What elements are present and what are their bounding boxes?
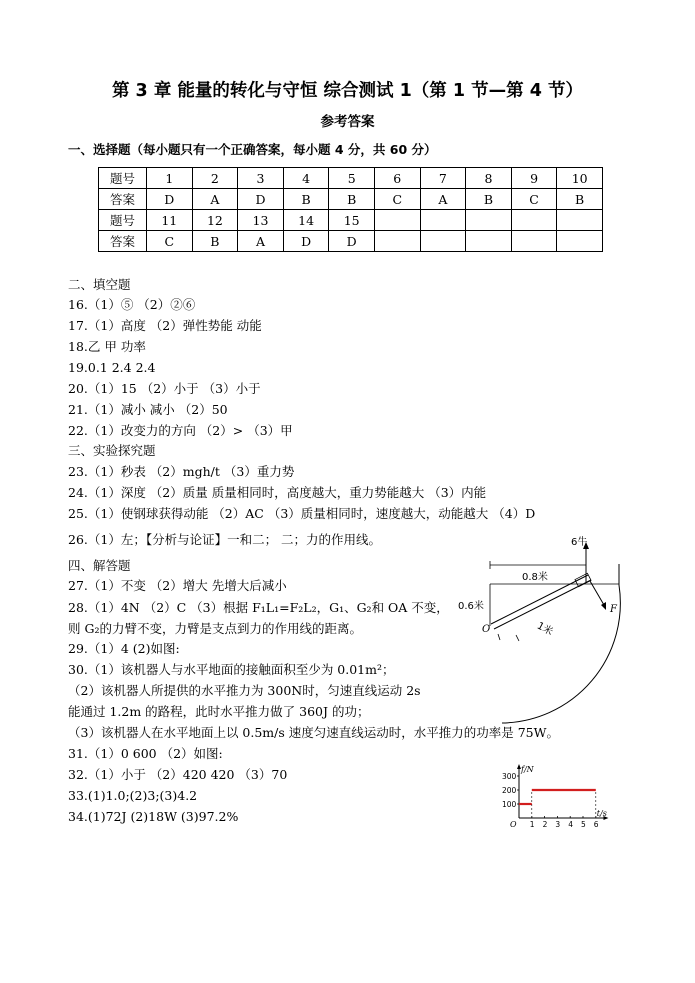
answer-line: 22.（1）改变力的方向 （2）> （3）甲	[68, 423, 293, 438]
section-heading-experiment: 三、实验探究题	[68, 443, 156, 458]
force-f-label: F	[610, 604, 617, 615]
answer-line: 21.（1）减小 减小 （2）50	[68, 402, 228, 417]
table-cell: 9	[511, 168, 557, 189]
answer-line: 33.(1)1.0;(2)3;(3)4.2	[68, 788, 198, 803]
table-cell: 4	[283, 168, 329, 189]
answer-line: 28.（1）4N （2）C （3）根据 F₁L₁=F₂L₂，G₁、G₂和 OA 不变，	[68, 600, 449, 615]
lever-diagram	[458, 533, 624, 733]
table-cell: C	[511, 189, 557, 210]
table-cell: 8	[466, 168, 512, 189]
table-cell: 题号	[99, 210, 147, 231]
table-cell: 5	[329, 168, 375, 189]
answer-table	[98, 167, 603, 252]
table-cell: 6	[374, 168, 420, 189]
table-row	[99, 210, 603, 231]
table-cell: 题号	[99, 168, 147, 189]
x-axis-label: t/s	[596, 809, 607, 818]
x-tick-label: 2	[542, 820, 548, 829]
table-cell: D	[329, 231, 375, 252]
table-cell	[557, 210, 603, 231]
table-cell	[511, 231, 557, 252]
friction-time-chart	[470, 762, 610, 832]
table-cell: 10	[557, 168, 603, 189]
answer-line: 31.（1）0 600 （2）如图:	[68, 746, 223, 761]
table-cell: 3	[238, 168, 284, 189]
answer-line: （2）该机器人所提供的水平推力为 300N时，匀速直线运动 2s	[68, 683, 421, 698]
answer-line: 27.（1）不变 （2）增大 先增大后减小	[68, 578, 287, 593]
vertical-length-label: 0.6米	[458, 601, 484, 612]
page-subtitle: 参考答案	[320, 114, 375, 130]
x-tick-label: 5	[581, 820, 586, 829]
answer-line: 20.（1）15 （2）小于 （3）小于	[68, 381, 261, 396]
answer-line: 25.（1）使钢球获得动能 （2）AC （3）质量相同时，速度越大，动能越大 （4）D	[68, 506, 536, 521]
section-heading-solution: 四、解答题	[68, 558, 131, 573]
table-cell: A	[420, 189, 466, 210]
x-tick-label: 4	[568, 820, 573, 829]
table-cell	[466, 210, 512, 231]
table-cell: D	[147, 189, 193, 210]
table-cell	[511, 210, 557, 231]
force-6n-label: 6牛	[571, 537, 588, 548]
answer-line: 17.（1）高度 （2）弹性势能 动能	[68, 318, 262, 333]
answer-line: 34.(1)72J (2)18W (3)97.2%	[68, 809, 239, 824]
table-cell: B	[557, 189, 603, 210]
table-cell: C	[374, 189, 420, 210]
table-cell: C	[147, 231, 193, 252]
answer-line: 24.（1）深度 （2）质量 质量相同时，高度越大，重力势能越大 （3）内能	[68, 485, 487, 500]
answer-line: 30.（1）该机器人与水平地面的接触面积至少为 0.01m²；	[68, 662, 395, 677]
table-cell: 13	[238, 210, 284, 231]
arc-path	[502, 564, 620, 723]
table-cell: 12	[192, 210, 238, 231]
y-tick-label: 200	[502, 786, 517, 795]
table-cell: A	[192, 189, 238, 210]
table-cell: B	[283, 189, 329, 210]
table-cell: B	[192, 231, 238, 252]
answer-line: 23.（1）秒表 （2）mgh/t （3）重力势	[68, 464, 295, 479]
table-cell: 7	[420, 168, 466, 189]
table-cell: 15	[329, 210, 375, 231]
page-title: 第 3 章 能量的转化与守恒 综合测试 1（第 1 节—第 4 节）	[111, 81, 584, 101]
y-tick-label: 100	[502, 800, 517, 809]
table-cell	[374, 210, 420, 231]
table-cell	[420, 210, 466, 231]
pivot-label: O	[482, 624, 491, 635]
horizontal-length-label: 0.8米	[522, 572, 548, 583]
table-row	[99, 231, 603, 252]
section-heading-fill: 二、填空题	[68, 277, 131, 292]
answer-line: 则 G₂的力臂不变，力臂是支点到力的作用线的距离。	[68, 621, 362, 636]
y-tick-label: 300	[502, 772, 517, 781]
table-cell: B	[466, 189, 512, 210]
table-cell: 2	[192, 168, 238, 189]
table-cell: D	[283, 231, 329, 252]
table-cell: A	[238, 231, 284, 252]
table-row	[99, 189, 603, 210]
table-row	[99, 168, 603, 189]
table-cell: 1	[147, 168, 193, 189]
origin-label: O	[510, 820, 517, 829]
answer-line: （3）该机器人在水平地面上以 0.5m/s 速度匀速直线运动时，水平推力的功率是 75W。	[68, 725, 559, 740]
table-cell: 14	[283, 210, 329, 231]
y-axis-label: f/N	[521, 764, 534, 774]
answer-line: 能通过 1.2m 的路程，此时水平推力做了 360J 的功；	[68, 704, 370, 719]
table-cell: D	[238, 189, 284, 210]
answer-line: 29.（1）4 (2)如图:	[68, 641, 180, 656]
answer-line: 18.乙 甲 功率	[68, 339, 146, 354]
answer-line: 32.（1）小于 （2）420 420 （3）70	[68, 767, 288, 782]
x-tick-label: 6	[593, 820, 599, 829]
table-cell: 答案	[99, 231, 147, 252]
table-cell	[557, 231, 603, 252]
table-cell	[466, 231, 512, 252]
answer-line: 16.（1）⑤ （2）②⑥	[68, 297, 196, 312]
table-cell	[374, 231, 420, 252]
rod-length-label: 1米	[534, 620, 555, 638]
x-tick-label: 3	[555, 820, 561, 829]
section-heading-choice: 一、选择题（每小题只有一个正确答案，每小题 4 分，共 60 分）	[68, 142, 437, 157]
answer-line: 26.（1）左；【分析与论证】一和二； 二；力的作用线。	[68, 532, 382, 547]
answer-line: 19.0.1 2.4 2.4	[68, 360, 156, 375]
table-cell	[420, 231, 466, 252]
x-tick-label: 1	[529, 820, 535, 829]
table-cell: 11	[147, 210, 193, 231]
table-cell: B	[329, 189, 375, 210]
table-cell: 答案	[99, 189, 147, 210]
